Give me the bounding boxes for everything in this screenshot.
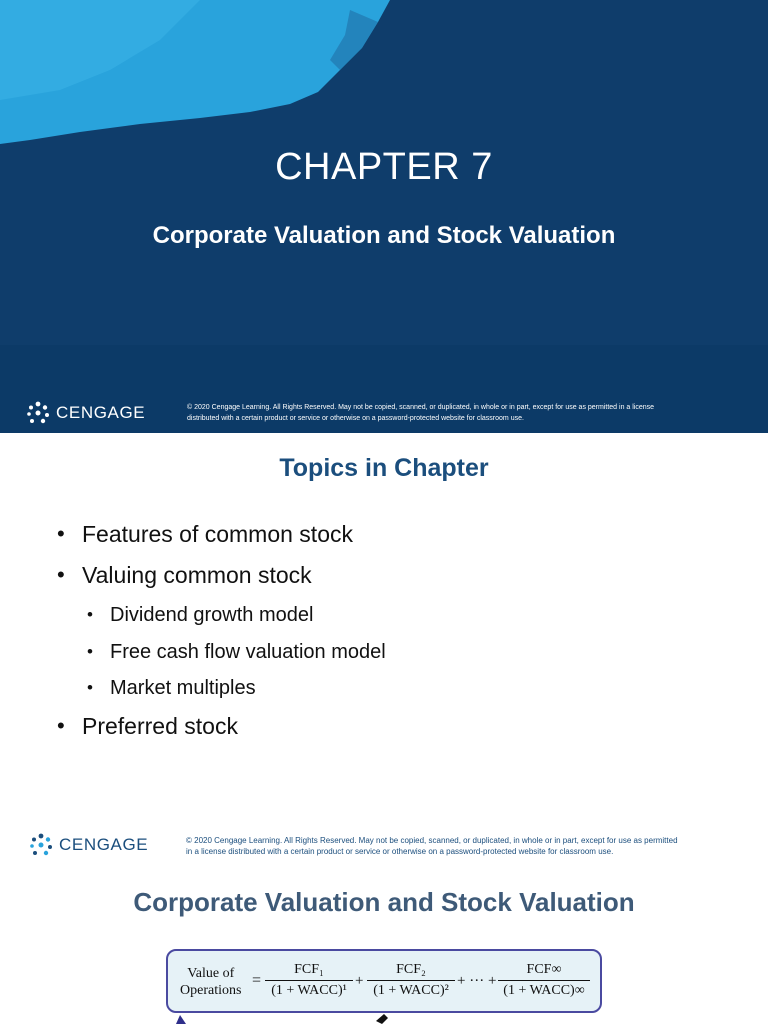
chapter-title: CHAPTER 7	[275, 146, 493, 188]
bullet-dot-icon: •	[57, 521, 65, 546]
bullet-item: • Valuing common stock	[57, 562, 312, 588]
topics-list	[57, 519, 386, 752]
formula-term-1: FCF₁ (1 + WACC)¹	[265, 962, 353, 999]
copyright-line-2: distributed with a certain product or service or otherwise on a password-protected website for classroom use.	[187, 415, 524, 422]
formula-equals: =	[252, 972, 262, 989]
callout-arrows	[0, 867, 768, 1024]
logo-wordmark: CENGAGE	[56, 403, 146, 422]
bullet-item: • Preferred stock	[57, 712, 238, 739]
sub-bullet-item: • Dividend growth model	[57, 601, 386, 638]
copyright-line-1: © 2020 Cengage Learning. All Rights Reserved. May not be copied, scanned, or duplicated, in whole or in part, except for use as permitted	[186, 836, 678, 845]
formula-plus: +	[355, 973, 364, 989]
slide-background-art	[0, 0, 768, 433]
cengage-mark-icon	[29, 833, 53, 857]
sub-bullet-item: • Free cash flow valuation model	[57, 638, 386, 675]
bullet-dot-icon: •	[87, 641, 93, 661]
bullet-dot-icon: •	[87, 678, 93, 697]
formula-term-2: FCF₂ (1 + WACC)²	[367, 962, 455, 999]
chapter-subtitle: Corporate Valuation and Stock Valuation	[152, 222, 616, 249]
valuation-title: Corporate Valuation and Stock Valuation	[133, 887, 635, 917]
valuation-slide	[0, 867, 768, 1024]
formula-ellipsis: + ··· +	[457, 973, 497, 989]
bullet-dot-icon: •	[87, 605, 93, 624]
logo-wordmark: CENGAGE	[59, 835, 149, 854]
cengage-logo	[26, 401, 145, 425]
left-arrow-head-icon	[176, 1015, 186, 1024]
bullet-dot-icon: •	[57, 562, 65, 587]
bullet-dot-icon: •	[57, 712, 65, 738]
center-arrow-head-icon	[376, 1014, 388, 1024]
cengage-logo	[29, 833, 148, 857]
formula-term-3: FCF∞ (1 + WACC)∞	[498, 962, 590, 999]
copyright-notice	[186, 835, 746, 857]
cengage-mark-icon	[26, 401, 50, 425]
topics-title: Topics in Chapter	[279, 454, 489, 482]
bullet-item: • Features of common stock	[57, 521, 353, 547]
sub-bullet-item: • Market multiples	[57, 674, 386, 711]
copyright-line-2: in a license distributed with a certain product or service or otherwise on a password-protected website for classroom use.	[186, 847, 614, 856]
title-slide	[0, 0, 768, 433]
copyright-line-1: © 2020 Cengage Learning. All Rights Reserved. May not be copied, scanned, or duplicated, in whole or in part, except for use as permitted in a license	[187, 404, 655, 411]
copyright-notice	[187, 402, 747, 424]
topics-slide	[0, 433, 768, 867]
formula-lhs: Value of Operations	[180, 966, 242, 998]
